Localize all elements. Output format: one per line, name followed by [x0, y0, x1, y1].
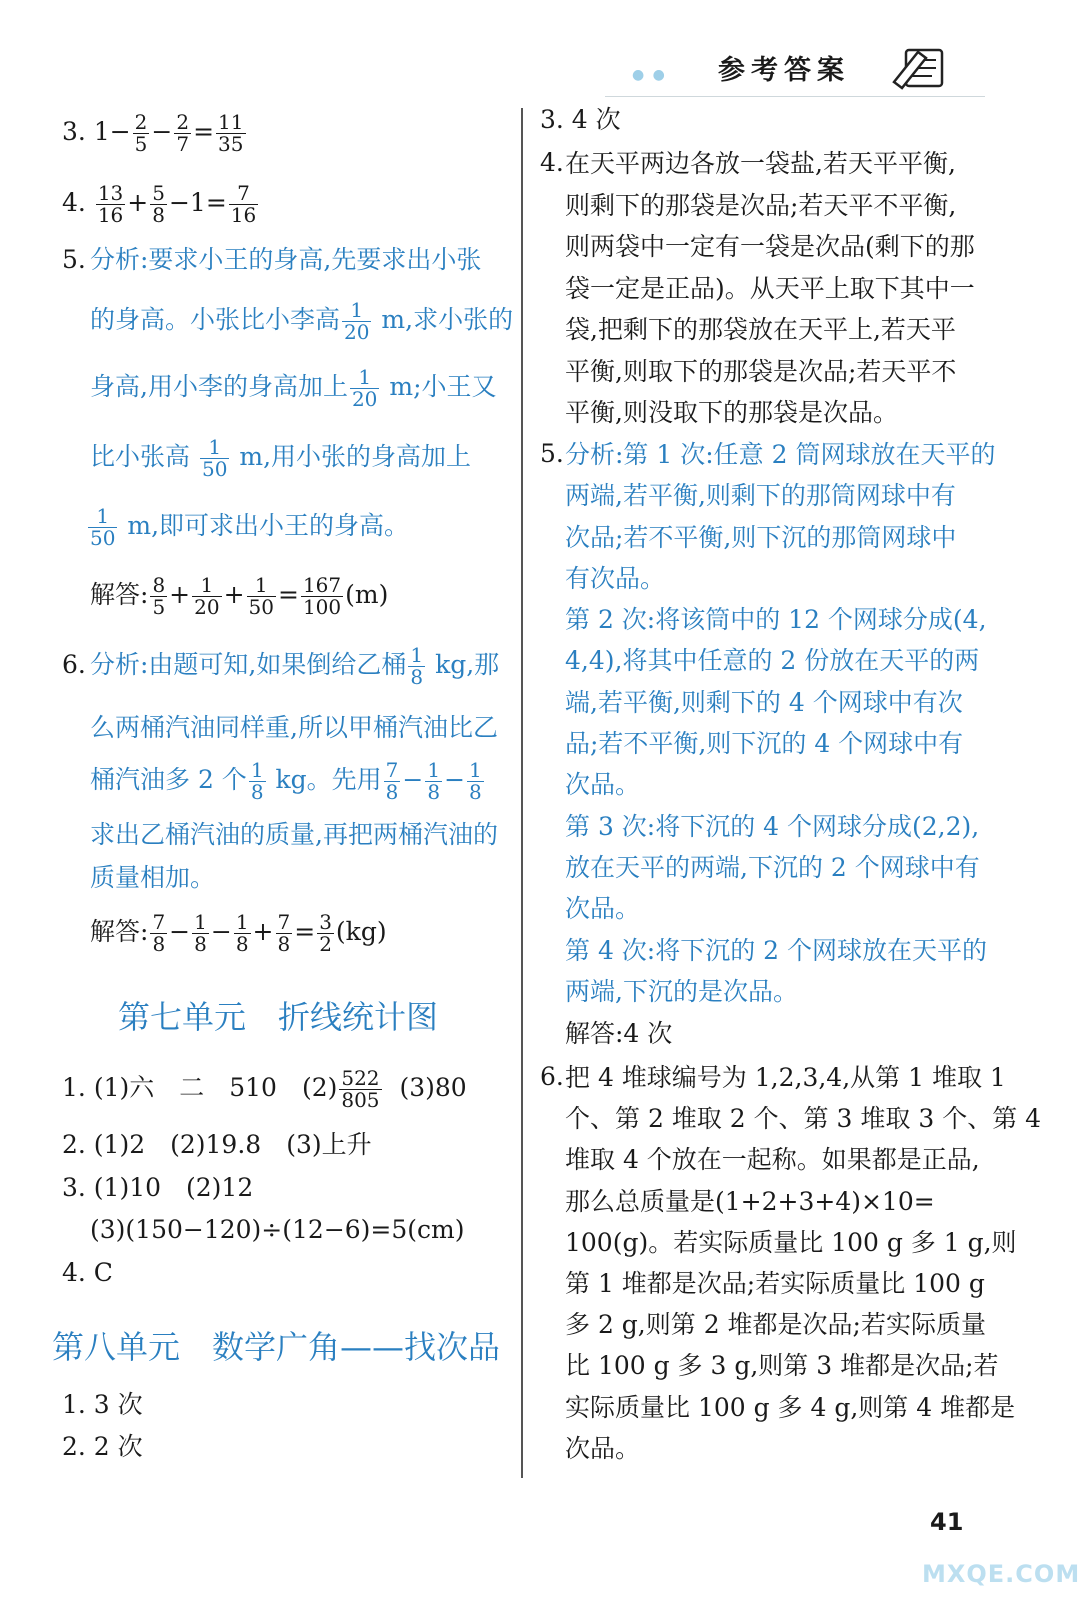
header-rule — [605, 96, 985, 97]
text-line: 次品。 — [565, 894, 641, 924]
u7-q3-line1: 3. (1)10 (2)12 — [62, 1173, 254, 1202]
left-q6-number: 6. — [62, 650, 86, 679]
text-line: 两端,若平衡,则剩下的那筒网球中有 — [565, 481, 956, 511]
left-q6-line5: 质量相加。 — [90, 863, 216, 892]
right-q4-number: 4. — [540, 148, 564, 177]
page-number: 41 — [930, 1508, 964, 1536]
text-line: 多 2 g,则第 2 堆都是次品;若实际质量 — [565, 1310, 986, 1340]
left-q6-answer: 解答: $\frac{7}{8}$ − $\frac{1}{8}$ − $\frac{1}{8}$ + $\frac{7}{8}$ = $\frac{3}{2}$ (kg) — [90, 910, 387, 956]
left-q6-line2: 么两桶汽油同样重,所以甲桶汽油比乙 — [90, 713, 498, 742]
text-line: 次品;若不平衡,则下沉的那筒网球中 — [565, 522, 957, 552]
text-line: 有次品。 — [565, 563, 666, 593]
text-line: 端,若平衡,则剩下的 4 个网球中有次 — [565, 687, 963, 717]
text-line: 那么总质量是(1+2+3+4)×10= — [565, 1186, 935, 1216]
left-q5-line5: $\frac{1}{50}$ m,即可求出小王的身高。 — [90, 504, 410, 550]
column-divider — [521, 108, 523, 1478]
right-q5-number: 5. — [540, 439, 564, 468]
left-q5-line2: 的身高。小张比小李高 $\frac{1}{20}$ m,求小张的 — [90, 298, 514, 344]
text-line: 第 4 次:将下沉的 2 个网球放在天平的 — [565, 935, 988, 965]
text-line: 把 4 堆球编号为 1,2,3,4,从第 1 堆取 1 — [565, 1063, 1006, 1092]
u7-q1: 1. (1)六 二 510 (2) $\frac{522}{805}$ (3)80 — [62, 1066, 467, 1112]
left-q4: 4. $\frac{13}{16}$ + $\frac{5}{8}$ −1= $\frac{7}{16}$ — [62, 181, 257, 227]
text-line: 4,4),将其中任意的 2 份放在天平的两 — [565, 646, 980, 676]
u8-q1: 1. 3 次 — [62, 1390, 143, 1419]
text-line: 分析:第 1 次:任意 2 筒网球放在天平的 — [565, 440, 996, 469]
u7-q2: 2. (1)2 (2)19.8 (3)上升 — [62, 1130, 372, 1159]
right-q5-answer: 解答:4 次 — [565, 1019, 673, 1048]
text-line: 品;若不平衡,则下沉的 4 个网球中有 — [565, 729, 964, 759]
left-q6-line4: 求出乙桶汽油的质量,再把两桶汽油的 — [90, 820, 498, 849]
text-line: 袋,把剩下的那袋放在天平上,若天平 — [565, 315, 956, 344]
text-line: 在天平两边各放一袋盐,若天平平衡, — [565, 149, 956, 178]
text-line: 实际质量比 100 g 多 4 g,则第 4 堆都是 — [565, 1392, 1016, 1422]
unit8-title: 第八单元 数学广角——找次品 — [52, 1328, 501, 1366]
unit7-title: 第七单元 折线统计图 — [118, 998, 439, 1036]
right-q4-body — [565, 143, 975, 434]
left-q5-line3: 身高,用小李的身高加上 $\frac{1}{20}$ m;小王又 — [90, 365, 497, 411]
text-line: 两端,下沉的是次品。 — [565, 976, 798, 1006]
left-q5-answer: 解答: $\frac{8}{5}$ + $\frac{1}{20}$ + $\frac{1}{50}$ = $\frac{167}{100}$ (m) — [90, 573, 389, 619]
left-q6-line3: 桶汽油多 2 个 $\frac{1}{8}$ kg。先用 $\frac{7}{8}$ − $\frac{1}{8}$ − $\frac{1}{8}$ — [90, 758, 482, 804]
right-q3: 3. 4 次 — [540, 105, 621, 134]
right-q6-number: 6. — [540, 1062, 564, 1091]
text-line: 则剩下的那袋是次品;若天平不平衡, — [565, 190, 957, 220]
text-line: 袋一定是正品)。从天平上取下其中一 — [565, 273, 975, 303]
text-line: 平衡,则没取下的那袋是次品。 — [565, 398, 898, 427]
left-q5-line4: 比小张高 $\frac{1}{50}$ m,用小张的身高加上 — [90, 435, 472, 481]
u7-q4: 4. C — [62, 1258, 113, 1287]
text-line: 次品。 — [565, 1433, 641, 1463]
text-line: 比 100 g 多 3 g,则第 3 堆都是次品;若 — [565, 1351, 999, 1381]
left-q3: 3. 1− $\frac{2}{5}$ − $\frac{2}{7}$ = $\frac{11}{35}$ — [62, 110, 244, 156]
header-dots: ● ● — [632, 67, 667, 83]
text-line: 100(g)。若实际质量比 100 g 多 1 g,则 — [565, 1227, 1017, 1257]
right-q6-body — [565, 1057, 1041, 1469]
watermark: MXQE.COM — [922, 1560, 1080, 1588]
text-line: 第 3 次:将下沉的 4 个网球分成(2,2), — [565, 811, 980, 841]
text-line: 则两袋中一定有一袋是次品(剩下的那 — [565, 232, 975, 261]
left-q5-line1: 分析:要求小王的身高,先要求出小张 — [90, 245, 482, 274]
left-q6-line1: 分析:由题可知,如果倒给乙桶 $\frac{1}{8}$ kg,那 — [90, 643, 500, 689]
text-line: 放在天平的两端,下沉的 2 个网球中有 — [565, 852, 980, 882]
left-q5-number: 5. — [62, 245, 86, 274]
text-line: 第 1 堆都是次品;若实际质量比 100 g — [565, 1269, 985, 1299]
u7-q3-line2: (3)(150−120)÷(12−6)=5(cm) — [90, 1215, 465, 1244]
text-line: 堆取 4 个放在一起称。如果都是正品, — [565, 1145, 980, 1175]
text-line: 第 2 次:将该筒中的 12 个网球分成(4, — [565, 605, 987, 635]
text-line: 次品。 — [565, 770, 641, 800]
text-line: 平衡,则取下的那袋是次品;若天平不 — [565, 356, 957, 386]
pencil-paper-icon — [892, 44, 952, 96]
right-q5-body — [565, 434, 995, 1012]
u8-q2: 2. 2 次 — [62, 1432, 143, 1461]
text-line: 个、第 2 堆取 2 个、第 3 堆取 3 个、第 4 — [565, 1104, 1042, 1134]
header-title: 参考答案 — [718, 55, 850, 86]
